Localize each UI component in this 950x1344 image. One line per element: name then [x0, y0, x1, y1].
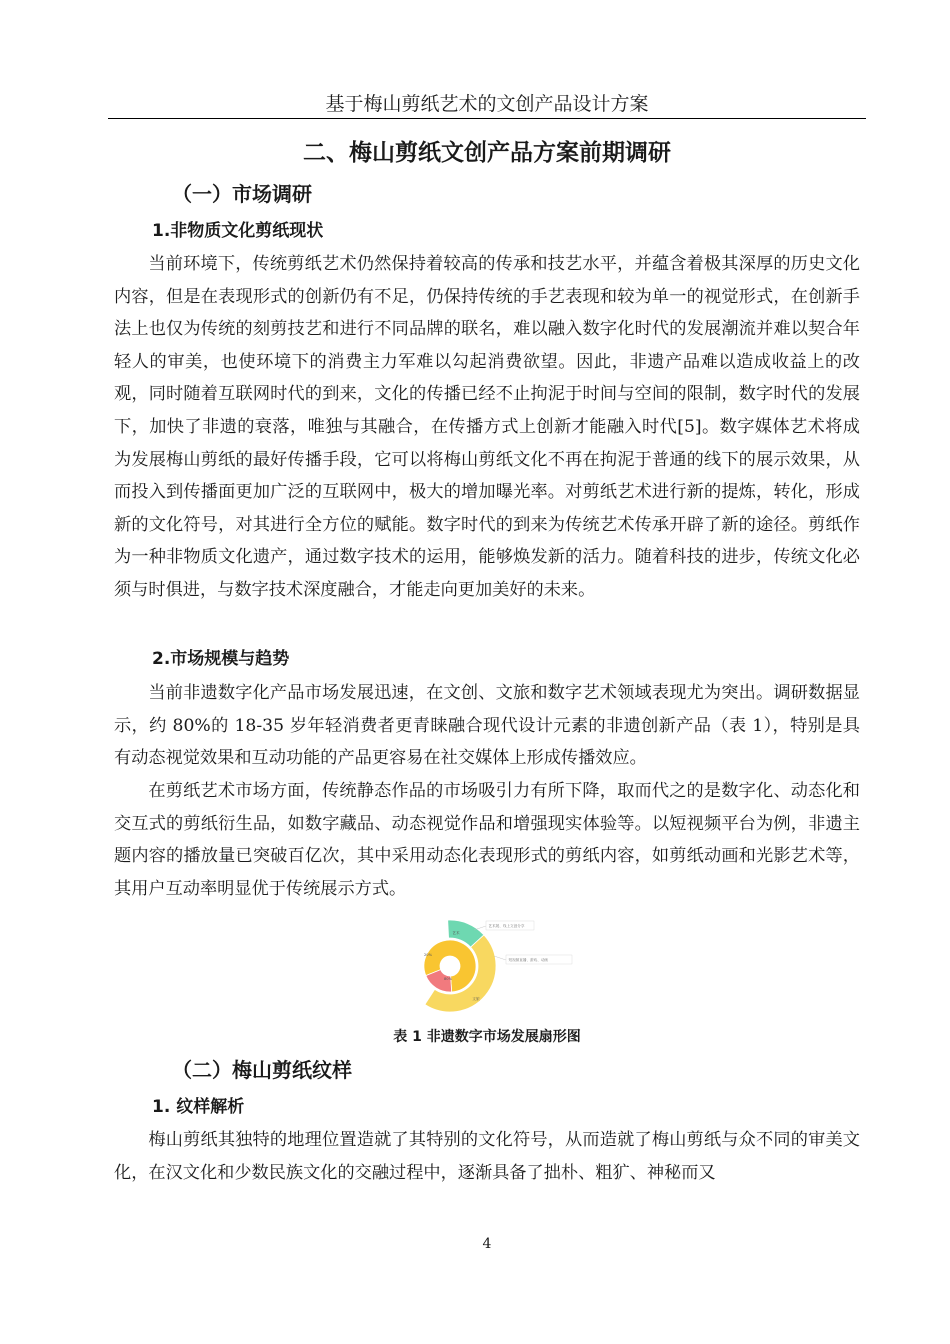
pie-chart [408, 918, 588, 1018]
subsection-title-market-scale: 2.市场规模与趋势 [152, 649, 290, 669]
paragraph-status: 当前环境下，传统剪纸艺术仍然保持着较高的传承和技艺水平，并蕴含着极其深厚的历史文化内容，但是在表现形式的创新仍有不足，仍保持传统的手艺表现和较为单一的视觉形式，在创新手法上也仅为传统的刻剪技艺和进行不同品牌的联名，难以融入数字化时代的发展潮流并难以契合年轻人的审美，也使环境下的消费主力军难以勾起消费欲望。因此，非遗产品难以造成收益上的改观，同时随着互联网时代的到来，文化的传播已经不止拘泥于时间与空间的限制，数字时代的发展下，加快了非遗的衰落，唯独与其融合，在传播方式上创新才能融入时代[5]。数字媒体艺术将成为发展梅山剪纸的最好传播手段，它可以将梅山剪纸文化不再在拘泥于普通的线下的展示效果，从而投入到传播面更加广泛的互联网中，极大的增加曝光率。对剪纸艺术进行新的提炼，转化，形成新的文化符号，对其进行全方位的赋能。数字时代的到来为传统艺术传承开辟了新的途径。剪纸作为一种非物质文化遗产，通过数字技术的运用，能够焕发新的活力。随着科技的进步，传统文化必须与时俱进，与数字技术深度融合，才能走向更加美好的未来。 [114, 254, 860, 600]
slice-label-2: 艺术 [452, 931, 460, 935]
section-title-market-research: （一）市场调研 [172, 182, 312, 206]
section-title-patterns: （二）梅山剪纸纹样 [172, 1058, 352, 1082]
paragraph-market-scale-1: 当前非遗数字化产品市场发展迅速，在文创、文旅和数字艺术领域表现尤为突出。调研数据显示，约 80%的 18-35 岁年轻消费者更青睐融合现代设计元素的非遗创新产品（表 1），特别是具有动态视觉效果和互动功能的产品更容易在社交媒体上形成传播效应。 [114, 683, 860, 769]
slice-label-3: 文旅 [472, 997, 480, 1001]
chapter-title: 二、梅山剪纸文创产品方案前期调研 [303, 140, 671, 166]
paragraph-market-scale-2: 在剪纸艺术市场方面，传统静态作品的市场吸引力有所下降，取而代之的是数字化、动态化和交互式的剪纸衍生品，如数字藏品、动态视觉作品和增强现实体验等。以短视频平台为例，非遗主题内容的播放量已突破百亿次，其中采用动态化表现形式的剪纸内容，如剪纸动画和光影艺术等，其用户互动率明显优于传统展示方式。 [114, 781, 860, 899]
slice-label-1: 20% [424, 953, 432, 957]
figure-caption: 表 1 非遗数字市场发展扇形图 [393, 1029, 581, 1045]
running-header: 基于梅山剪纸艺术的文创产品设计方案 [325, 93, 649, 115]
header-divider [108, 118, 866, 119]
subsection-title-status: 1.非物质文化剪纸现状 [152, 221, 324, 241]
slice-label-0: 80% [444, 977, 452, 981]
legend-label-1: 短视频直播、游戏、动画 [508, 958, 549, 962]
page-number: 4 [482, 1236, 492, 1252]
pie-chart-svg [408, 918, 588, 1018]
paragraph-pattern-analysis: 梅山剪纸其独特的地理位置造就了其特别的文化符号，从而造就了梅山剪纸与众不同的审美文化，在汉文化和少数民族文化的交融过程中，逐渐具备了拙朴、粗犷、神秘而又 [114, 1130, 860, 1183]
legend-label-0: 艺术展、线上文创分享 [488, 924, 525, 928]
subsection-title-pattern-analysis: 1. 纹样解析 [152, 1097, 245, 1117]
